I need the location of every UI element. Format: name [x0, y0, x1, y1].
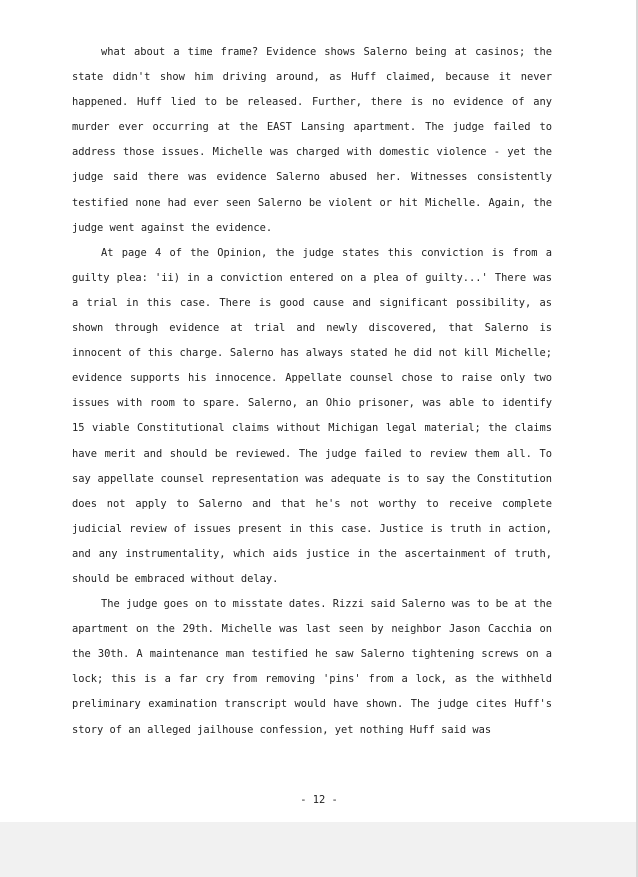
- scan-bottom-margin: [0, 822, 638, 877]
- page-number: - 12 -: [300, 794, 338, 806]
- paragraph-2: At page 4 of the Opinion, the judge states this conviction is from a guilty plea: 'ii) in a conviction entered on a plea of guilty...' There was a trial in this case. There is good cause and significant possibility, as shown through evidence at trial and newly discovered, that Salerno is innocent of this charge. Salerno has always stated he did not kill Michelle; evidence supports his innocence. Appellate counsel chose to raise only two issues with room to spare. Salerno, an Ohio prisoner, was able to identify 15 viable Constitutional claims without Michigan legal material; the claims have merit and should be reviewed. The judge failed to review them all. To say appellate counsel representation was adequate is to say the Constitution does not apply to Salerno and that he's not worthy to receive complete judicial review of issues present in this case. Justice is truth in action, and any instrumentality, which aids justice in the ascertainment of truth, should be embraced without delay.: [72, 246, 552, 585]
- paragraph-1: what about a time frame? Evidence shows Salerno being at casinos; the state didn't show him driving around, as Huff claimed, because it never happened. Huff lied to be released. Further, there is no evidence of any murder ever occurring at the EAST Lansing apartment. The judge failed to address those issues. Michelle was charged with domestic violence - yet the judge said there was evidence Salerno abused her. Witnesses consistently testified none had ever seen Salerno be violent or hit Michelle. Again, the judge went against the evidence.: [72, 46, 552, 234]
- body-text: [72, 40, 552, 743]
- paragraph-3: The judge goes on to misstate dates. Rizzi said Salerno was to be at the apartment on the 29th. Michelle was last seen by neighbor Jason Cacchia on the 30th. A maintenance man testified he saw Salerno tightening screws on a lock; this is a far cry from removing 'pins' from a lock, as the withheld preliminary examination transcript would have shown. The judge cites Huff's story of an alleged jailhouse confession, yet nothing Huff said was: [72, 598, 552, 736]
